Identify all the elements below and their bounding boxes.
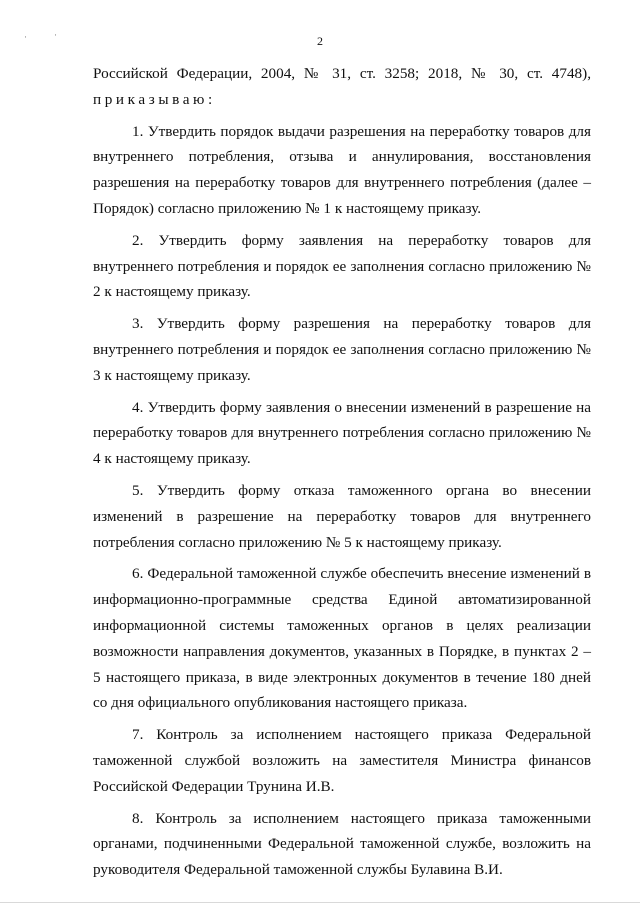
order-word: приказываю:	[93, 90, 216, 108]
intro-line: Российской Федерации, 2004, № 31, ст. 3258; 2018, № 30, ст. 4748),	[93, 65, 591, 82]
order-item-1: 1. Утвердить порядок выдачи разрешения на переработку товаров для внутреннего потребления, отзыва и аннулирования, восстановления разрешения на переработку товаров для внутреннего потребления (далее – Порядок) согласно приложению № 1 к настоящему приказу.	[93, 122, 591, 217]
order-item-8: 8. Контроль за исполнением настоящего приказа таможенными органами, подчиненными Федеральной таможенной службе, возложить на руководителя Федеральной таможенной службы Булавина В.И.	[93, 809, 591, 879]
page-number: 2	[317, 34, 323, 48]
order-item-2: 2. Утвердить форму заявления на переработку товаров для внутреннего потребления и порядок ее заполнения согласно приложению № 2 к настоящему приказу.	[93, 231, 591, 301]
order-item-6: 6. Федеральной таможенной службе обеспечить внесение изменений в информационно-программные средства Единой автоматизированной информационной системы таможенных органов в целях реализации возможности направления документов, указанных в Порядке, в пунктах 2 – 5 настоящего приказа, в виде электронных документов в течение 180 дней со дня официального опубликования настоящего приказа.	[93, 565, 591, 712]
order-item-3: 3. Утвердить форму разрешения на переработку товаров для внутреннего потребления и порядок ее заполнения согласно приложению № 3 к настоящему приказу.	[93, 315, 591, 384]
order-item-5: 5. Утвердить форму отказа таможенного органа во внесении изменений в разрешение на переработку товаров для внутреннего потребления согласно приложению № 5 к настоящему приказу.	[93, 481, 591, 551]
order-item-7: 7. Контроль за исполнением настоящего приказа Федеральной таможенной службой возложить на заместителя Министра финансов Российской Федерации Трунина И.В.	[93, 726, 591, 795]
scan-artifact: ·	[24, 32, 27, 42]
scan-edge	[0, 902, 640, 906]
order-item-4: 4. Утвердить форму заявления о внесении изменений в разрешение на переработку товаров для внутреннего потребления согласно приложению № 4 к настоящему приказу.	[93, 398, 591, 468]
document-body	[93, 61, 591, 889]
scan-artifact: ·	[54, 30, 57, 40]
